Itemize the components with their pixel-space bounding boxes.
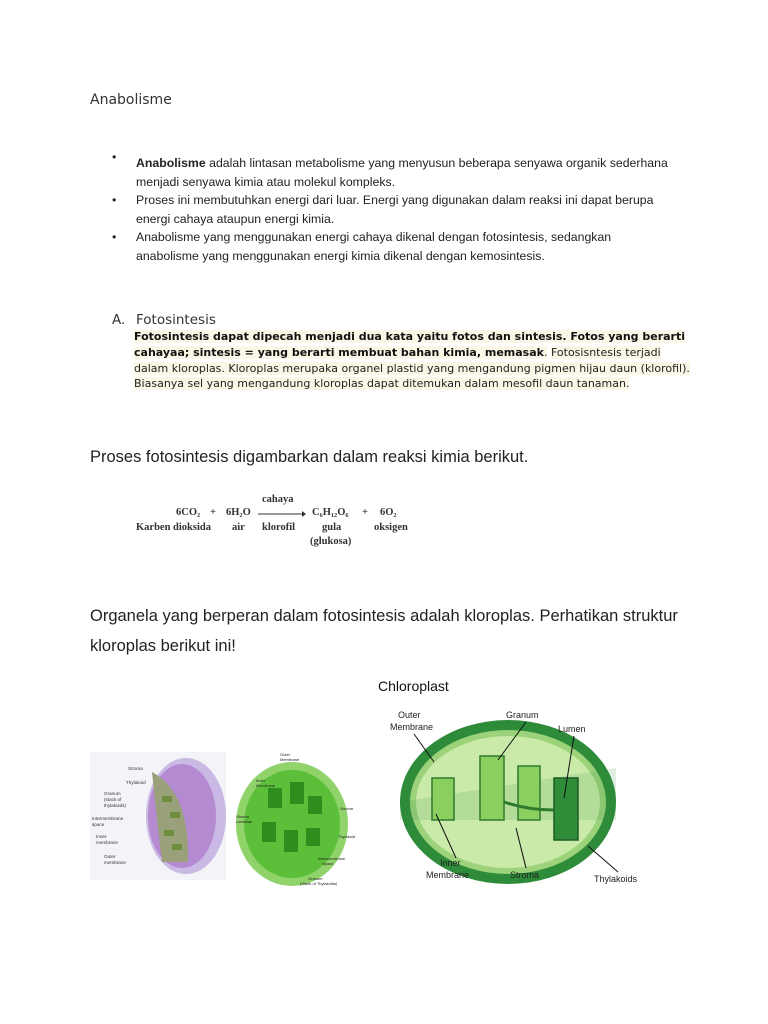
arrow-label: cahaya: [262, 494, 294, 505]
list-item-text: Proses ini membutuhkan energi dari luar. Energi yang digunakan dalam reaksi ini dapat berupa energi cahaya ataupun energi kimia.: [136, 193, 654, 226]
bullet-list: [112, 150, 672, 265]
list-item: [112, 150, 672, 191]
fig3-label-inner: Inner: [440, 858, 461, 868]
fig2-label: Granum: [308, 876, 323, 881]
fig3-title: Chloroplast: [378, 678, 449, 694]
fig2-label: Outer: [280, 752, 291, 757]
fig2-label: Lamellae: [236, 819, 253, 824]
highlighted-definition: [134, 329, 694, 392]
bold-term: Anabolisme: [136, 156, 206, 170]
label-chlorophyll: klorofil: [262, 522, 296, 533]
fig2-label: Thylakoid: [338, 834, 356, 839]
fig2-label: Stroma: [340, 806, 353, 811]
fig1-label: (stack of: [104, 797, 122, 802]
section-heading: [112, 312, 216, 328]
reaction-arrow: [258, 510, 306, 518]
fig3-label-thylakoids: Thylakoids: [594, 874, 638, 884]
fig3-label-stroma: Stroma: [510, 870, 540, 880]
bullet-dot: •: [112, 193, 117, 207]
label-sugar: gula: [322, 522, 342, 533]
fig1-label: membrane: [104, 860, 126, 865]
fig1-label: membrane: [96, 840, 118, 845]
fig2-label: Space: [322, 861, 334, 866]
chemical-equation: [134, 494, 434, 554]
fig3-label-outer: Outer: [398, 710, 421, 720]
fig3-label-lumen: Lumen: [558, 724, 586, 734]
reactant-co2: 6CO₂: [176, 507, 201, 518]
definition-bold-end: .: [543, 345, 548, 359]
bullet-dot: •: [112, 150, 117, 164]
plus-sign: +: [210, 507, 216, 518]
bullet-dot: •: [112, 230, 117, 244]
plus-sign: +: [362, 507, 368, 518]
label-water: air: [232, 522, 245, 533]
fig1-label: space: [92, 822, 105, 827]
list-item: [112, 228, 672, 265]
fig2-label: (Stack of Thylakoids): [300, 881, 338, 886]
fig1-label: Intermembrane: [92, 816, 124, 821]
fig3-label-outer: Membrane: [390, 722, 434, 732]
definition-bold: Fotosintesis dapat dipecah menjadi dua kata yaitu fotos dan sintesis. Fotos yang berarti cahayaa; sintesis = yang berarti membuat bahan kimia, memasak: [134, 330, 685, 359]
fig1-label: Stroma: [128, 766, 143, 771]
label-oxygen: oksigen: [374, 522, 408, 533]
label-co2: Karben dioksida: [136, 522, 211, 533]
fig2-label: Membrane: [280, 757, 300, 762]
reactant-h2o: 6H₂O: [226, 507, 251, 518]
chloroplast-figure-1: [90, 752, 226, 880]
product-glucose: C₆H₁₂O₆: [312, 507, 349, 518]
list-item: [112, 191, 672, 228]
chloroplast-figure-2: [232, 746, 364, 892]
definition-text: Fotosisntesis terjadi dalam kloroplas. Kloroplas merupaka organel plastid yang mengandung pigmen hijau daun (klorofil). Biasanya sel yang mengandung kloroplas dapat ditemukan dalam mesofil daun tanaman.: [134, 345, 690, 391]
fig1-label: Granum: [104, 791, 121, 796]
fig2-label: Intermembrane: [318, 856, 346, 861]
chloroplast-figure-3: [368, 670, 658, 890]
fig2-label: Stroma: [236, 814, 249, 819]
paragraph-reaction: Proses fotosintesis digambarkan dalam reaksi kimia berikut.: [90, 448, 529, 466]
fig1-label: Inner: [96, 834, 107, 839]
fig1-label: Thylakoid: [126, 780, 146, 785]
fig3-label-inner: Membrane: [426, 870, 470, 880]
fig1-label: Outer: [104, 854, 116, 859]
fig1-label: thylakoids): [104, 803, 126, 808]
paragraph-organelle: Organela yang berperan dalam fotosintesis adalah kloroplas. Perhatikan struktur kloroplas berikut ini!: [90, 607, 678, 655]
product-o2: 6O₂: [380, 507, 397, 518]
fig2-label: Inner: [256, 778, 266, 783]
fig2-label: Membrane: [256, 783, 276, 788]
section-title: Fotosintesis: [136, 312, 216, 328]
label-glucose: (glukosa): [310, 536, 352, 547]
list-item-text: adalah lintasan metabolisme yang menyusun beberapa senyawa organik sederhana menjadi senyawa kimia atau molekul kompleks.: [136, 156, 668, 189]
fig3-label-granum: Granum: [506, 710, 539, 720]
page-title: Anabolisme: [90, 92, 172, 108]
list-item-text: Anabolisme yang menggunakan energi cahaya dikenal dengan fotosintesis, sedangkan anabolisme yang menggunakan energi kimia dikenal dengan kemosintesis.: [136, 230, 612, 263]
section-letter: A.: [112, 312, 126, 328]
